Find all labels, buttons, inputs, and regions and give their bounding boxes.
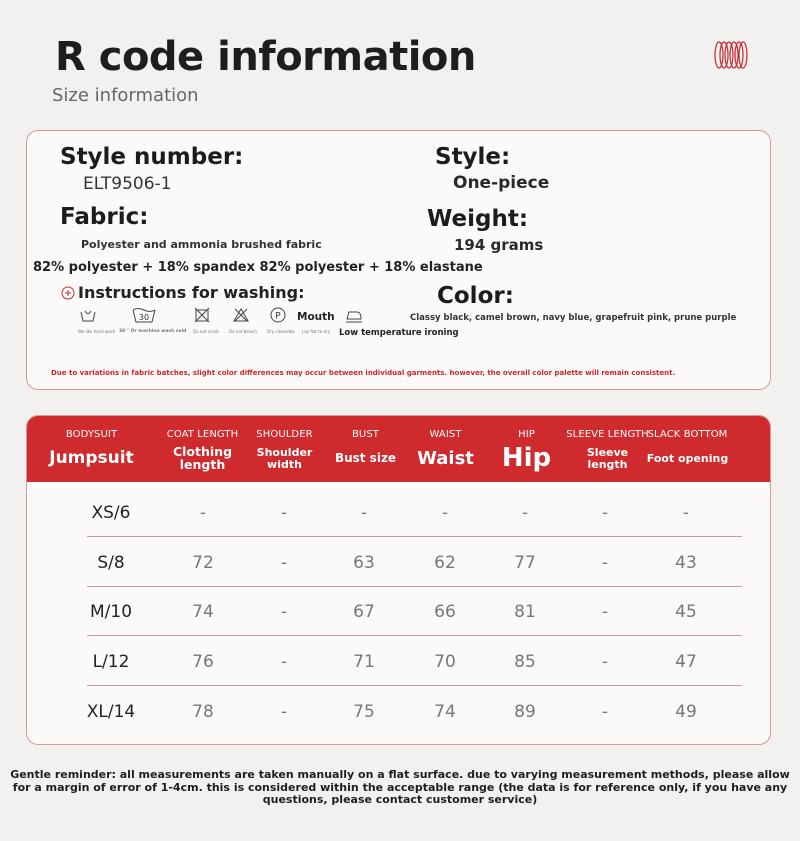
col-bodysuit-en: BODYSUIT bbox=[65, 429, 118, 440]
lay-flat-caption: Lay flat to dry bbox=[302, 329, 330, 334]
col-coat-length-label-1: Clothing bbox=[172, 444, 233, 459]
size-cell: 74 bbox=[192, 602, 214, 622]
color-label: Color: bbox=[437, 283, 514, 309]
size-cell: 89 bbox=[514, 702, 536, 722]
col-slack-bottom-label: Foot opening bbox=[646, 452, 729, 465]
size-cell: 76 bbox=[192, 652, 214, 672]
weight-value: 194 grams bbox=[454, 236, 544, 254]
col-shoulder-label-1: Shoulder bbox=[256, 446, 313, 459]
col-bust-en: BUST bbox=[351, 429, 380, 440]
row-divider bbox=[87, 536, 742, 537]
do-not-bleach-icon bbox=[233, 307, 249, 323]
col-coat-length-label-2: length bbox=[179, 457, 226, 472]
product-info-card bbox=[26, 130, 771, 390]
col-bodysuit-label: Jumpsuit bbox=[49, 448, 134, 468]
size-cell: 70 bbox=[434, 652, 456, 672]
low-temp-iron-caption: Low temperature ironing bbox=[339, 328, 459, 338]
col-shoulder-label-2: width bbox=[267, 458, 302, 471]
size-cell: - bbox=[280, 652, 288, 672]
do-not-bleach-caption: Do not bleach bbox=[229, 329, 257, 334]
row-divider bbox=[87, 586, 742, 587]
size-row-label: S/8 bbox=[97, 553, 125, 573]
col-sleeve-length-label-1: Sleeve bbox=[586, 446, 629, 459]
fabric-composition: 82% polyester + 18% spandex 82% polyester + 18% elastane bbox=[33, 260, 483, 275]
do-not-scrub-caption: Do not scrub bbox=[193, 329, 219, 334]
size-cell: 71 bbox=[353, 652, 375, 672]
size-cell: 67 bbox=[353, 602, 375, 622]
dry-cleanable-icon bbox=[270, 307, 286, 323]
size-cell: 72 bbox=[192, 553, 214, 573]
size-cell: - bbox=[199, 503, 207, 523]
gentle-reminder-footer: Gentle reminder: all measurements are taken manually on a flat surface. due to varying measurement methods, please allow for a margin of error of 1-4cm. this is considered within the acceptable range (the data is for reference only, if you have any questions, please contact customer service) bbox=[10, 768, 790, 806]
size-table-header bbox=[27, 416, 770, 482]
size-cell: 49 bbox=[675, 702, 697, 722]
size-cell: 43 bbox=[675, 553, 697, 573]
washing-label: Instructions for washing: bbox=[78, 283, 305, 302]
size-cell: 85 bbox=[514, 652, 536, 672]
size-cell: 66 bbox=[434, 602, 456, 622]
style-label: Style: bbox=[435, 144, 511, 170]
row-divider bbox=[87, 685, 742, 686]
low-temp-iron-icon bbox=[345, 307, 363, 323]
col-shoulder-en: SHOULDER bbox=[256, 429, 313, 440]
color-value: Classy black, camel brown, navy blue, grapefruit pink, prune purple bbox=[410, 313, 737, 323]
size-cell: - bbox=[601, 553, 609, 573]
rings-logo-icon bbox=[714, 40, 748, 70]
weight-label: Weight: bbox=[427, 206, 529, 232]
size-cell: 62 bbox=[434, 553, 456, 573]
style-number-label: Style number: bbox=[60, 144, 244, 170]
machine-wash-number: 30 bbox=[138, 313, 150, 322]
size-cell: 63 bbox=[353, 553, 375, 573]
size-cell: - bbox=[360, 503, 368, 523]
hand-wash-icon bbox=[79, 309, 97, 323]
size-cell: 77 bbox=[514, 553, 536, 573]
page-title: R code information bbox=[55, 34, 476, 80]
plus-circle-icon bbox=[61, 286, 75, 300]
size-cell: - bbox=[280, 553, 288, 573]
machine-wash-caption: 30 ° Or machine wash cold bbox=[119, 329, 187, 334]
col-bust-label: Bust size bbox=[334, 451, 397, 465]
col-hip-label: Hip bbox=[501, 443, 552, 473]
size-cell: - bbox=[280, 503, 288, 523]
size-cell: - bbox=[441, 503, 449, 523]
size-cell: - bbox=[280, 602, 288, 622]
size-cell: - bbox=[521, 503, 529, 523]
do-not-scrub-icon bbox=[194, 307, 210, 323]
col-waist-label: Waist bbox=[417, 448, 474, 469]
size-row-label: L/12 bbox=[92, 652, 130, 672]
size-cell: 78 bbox=[192, 702, 214, 722]
size-cell: - bbox=[682, 503, 690, 523]
size-cell: - bbox=[601, 602, 609, 622]
col-sleeve-length-label-2: length bbox=[587, 458, 628, 471]
style-number-value: ELT9506-1 bbox=[83, 174, 172, 194]
size-row-label: XL/14 bbox=[86, 702, 136, 722]
size-cell: - bbox=[601, 652, 609, 672]
col-waist-en: WAIST bbox=[429, 429, 462, 440]
col-sleeve-length-en: SLEEVE LENGTH bbox=[566, 429, 649, 440]
color-variation-note: Due to variations in fabric batches, slight color differences may occur between individual garments. however, the overall color palette will remain consistent. bbox=[51, 369, 676, 377]
dry-clean-caption: Dry cleanable bbox=[267, 329, 295, 334]
size-table bbox=[26, 415, 771, 745]
fabric-label: Fabric: bbox=[60, 204, 149, 230]
size-cell: 45 bbox=[675, 602, 697, 622]
size-cell: - bbox=[601, 702, 609, 722]
size-row-label: M/10 bbox=[89, 602, 133, 622]
col-hip-en: HIP bbox=[518, 429, 535, 440]
dry-clean-letter: P bbox=[275, 311, 281, 322]
style-value: One-piece bbox=[453, 173, 550, 193]
size-cell: 75 bbox=[353, 702, 375, 722]
hand-wash-caption: We like hand wash bbox=[78, 329, 116, 334]
mouth-label: Mouth bbox=[297, 311, 335, 323]
row-divider bbox=[87, 635, 742, 636]
size-cell: - bbox=[601, 503, 609, 523]
size-row-label: XS/6 bbox=[91, 503, 131, 523]
page-subtitle: Size information bbox=[52, 85, 199, 106]
size-cell: 47 bbox=[675, 652, 697, 672]
col-slack-bottom-en: SLACK BOTTOM bbox=[647, 429, 728, 440]
size-cell: 74 bbox=[434, 702, 456, 722]
size-cell: 81 bbox=[514, 602, 536, 622]
machine-wash-30-icon bbox=[131, 306, 157, 324]
fabric-value: Polyester and ammonia brushed fabric bbox=[81, 238, 322, 251]
size-cell: - bbox=[280, 702, 288, 722]
col-coat-length-en: COAT LENGTH bbox=[166, 429, 239, 440]
